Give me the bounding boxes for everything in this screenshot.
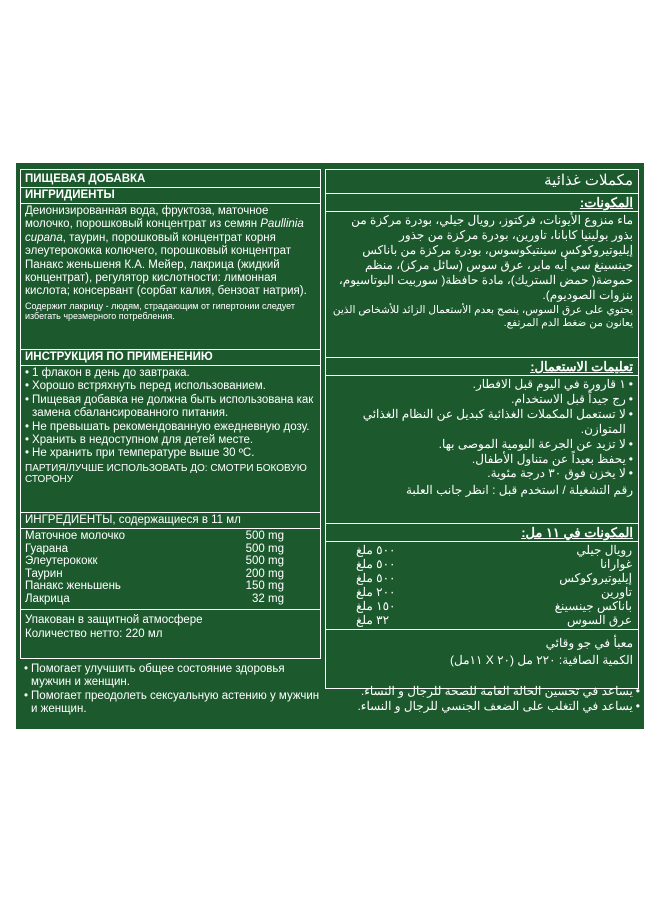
list-item: • Хранить в недоступном для детей месте.	[25, 434, 254, 447]
ru-batch-note: ПАРТИЯ/ЛУЧШЕ ИСПОЛЬЗОВАТЬ ДО: СМОТРИ БОКОВУЮ СТОРОНУ	[25, 462, 307, 486]
ar-batch-note: رقم التشغيلة / استخدم قبل : انظر جانب العلبة	[405, 483, 633, 498]
list-item: • Помогает улучшить общее состояние здоровья мужчин и женщин.	[24, 663, 285, 689]
ru-ingredients-note: Содержит лакрицу - людям, страдающим от гипертонии следует избегать чрезмерного потребления.	[25, 300, 296, 322]
ar-ingredients-text: ماء منزوع الأيونات، فركتوز، رويال جيلي، بودرة مركزة من بذور بولينيا كابانا، تاورين، بودرة مركزة من جذور إيليوتيروكوكس سينتيكوسوس، بودرة مركزة من باناكس جينسينغ سي أيه ماير، عرق سوس (سائل مركز)، منظم حموضة( حمض الستريك)، مادة حافظة( سوربيت البوتاسيوم، بنزوات الصوديوم).	[338, 213, 633, 302]
ru-instructions-section	[21, 350, 320, 513]
table-row: تاورين ٢٠٠ ملغ	[356, 585, 632, 599]
list-item: • Помогает преодолеть сексуальную астению у мужчин и женщин.	[24, 689, 320, 716]
ru-ingredients-text: Деионизированная вода, фруктоза, маточное молочко, порошковый концентрат из семян Paullinia cupana, таурин, порошковый концентрат корня элеутерококка колючего, порошковый концентрат Панакс женьшеня К.А. Мейер, лакрица (жидкий концентрат), регулятор кислотности: лимонная кислота; консервант (сорбат калия, бензоат натрия).	[25, 205, 307, 298]
label-panel	[16, 163, 644, 729]
list-item: • لا تزيد عن الجرعة اليومية الموصى بها.	[438, 436, 633, 451]
table-row: رويال جيلي ٥٠٠ ملغ	[356, 543, 632, 557]
list-item: • يساعد في التغلب على الضعف الجنسي للرجال و النساء.	[357, 699, 640, 713]
table-row: Таурин 200 mg	[25, 567, 284, 580]
list-item: • رج جيداً قبل الاستخدام.	[511, 391, 633, 406]
ru-per-dose-section	[21, 513, 320, 610]
ru-per-dose-header: ИНГРЕДИЕНТЫ, содержащиеся в 11 мл	[21, 513, 320, 529]
arabic-column	[325, 169, 639, 689]
ar-title: مكملات غذائية	[544, 172, 633, 189]
table-row: إيليوتيروكوكس ٥٠٠ ملغ	[356, 571, 632, 585]
list-item: • Хорошо встряхнуть перед использованием.	[25, 380, 266, 393]
ar-ingredients-header: المكونات:	[326, 194, 638, 212]
table-row: Лакрица 32 mg	[25, 592, 284, 605]
ar-title-section	[326, 170, 638, 194]
table-row: عرق السوس ٣٢ ملغ	[356, 613, 632, 627]
list-item: • لا تستعمل المكملات الغذائية كبديل عن النظام الغذائي المتوازن.	[362, 406, 633, 436]
ar-ingredients-section	[326, 194, 638, 358]
ru-ingredients-italic: Paullinia cupana	[25, 218, 304, 244]
ar-per-dose-section	[326, 524, 638, 630]
ar-packaging: معبأ في جو وقائي	[545, 636, 633, 650]
ru-title: ПИЩЕВАЯ ДОБАВКА	[25, 173, 146, 185]
list-item: • لا يخزن فوق ٣٠ درجة مئوية.	[487, 466, 633, 481]
ar-packaging-section	[326, 630, 638, 687]
ar-instructions-header: تعليمات الاستعمال:	[326, 358, 638, 376]
table-row: غوارانا ٥٠٠ ملغ	[356, 557, 632, 571]
ru-instructions-header: ИНСТРУКЦИЯ ПО ПРИМЕНЕНИЮ	[21, 350, 320, 366]
ru-benefits	[24, 663, 320, 717]
ru-net-quantity: Количество нетто: 220 мл	[25, 628, 163, 641]
table-row: Элеутерококк 500 mg	[25, 555, 284, 568]
table-row: Гуарана 500 mg	[25, 542, 284, 555]
russian-column	[20, 169, 321, 659]
ru-ingredients-section	[21, 188, 320, 350]
table-row: Панакс женьшень 150 mg	[25, 580, 284, 593]
list-item: • Пищевая добавка не должна быть использована как замена сбалансированного питания.	[25, 393, 314, 420]
ru-per-dose-table	[25, 530, 284, 606]
list-item: • ١ قارورة في اليوم قبل الافطار.	[472, 377, 633, 391]
ru-packaging: Упакован в защитной атмосфере	[25, 614, 203, 626]
ru-packaging-section	[21, 610, 320, 657]
ar-benefits	[328, 684, 640, 714]
list-item: • يساعد في تحسين الحالة العامة للصحة للرجال و النساء.	[360, 684, 640, 698]
ar-instructions-section	[326, 358, 638, 524]
list-item: • 1 флакон в день до завтрака.	[25, 367, 190, 379]
ar-per-dose-header: المكونات في ١١ مل:	[326, 524, 638, 542]
ar-instructions-list	[326, 376, 638, 482]
list-item: • يحفظ بعيداً عن متناول الأطفال.	[471, 451, 633, 466]
ru-ingredients-header: ИНГРИДИЕНТЫ	[21, 188, 320, 204]
table-row: Маточное молочко 500 mg	[25, 530, 284, 542]
ru-title-section	[21, 170, 320, 188]
table-row: باناكس جينسينغ ١٥٠ ملغ	[356, 599, 632, 613]
ar-net-quantity: الكمية الصافية: ٢٢٠ مل (٢٠ X ١١مل)	[450, 652, 633, 667]
ar-ingredients-note: يحتوي على عرق السوس، ينصح بعدم الأستعمال الزائد للأشخاص الذين يعانون من ضغط الدم المرتفع.	[332, 304, 633, 329]
ru-instructions-list	[21, 366, 320, 462]
list-item: • Не превышать рекомендованную ежедневную дозу.	[25, 420, 310, 433]
list-item: • Не хранить при температуре выше 30 ºC.	[25, 447, 255, 460]
ar-per-dose-table	[356, 543, 632, 627]
